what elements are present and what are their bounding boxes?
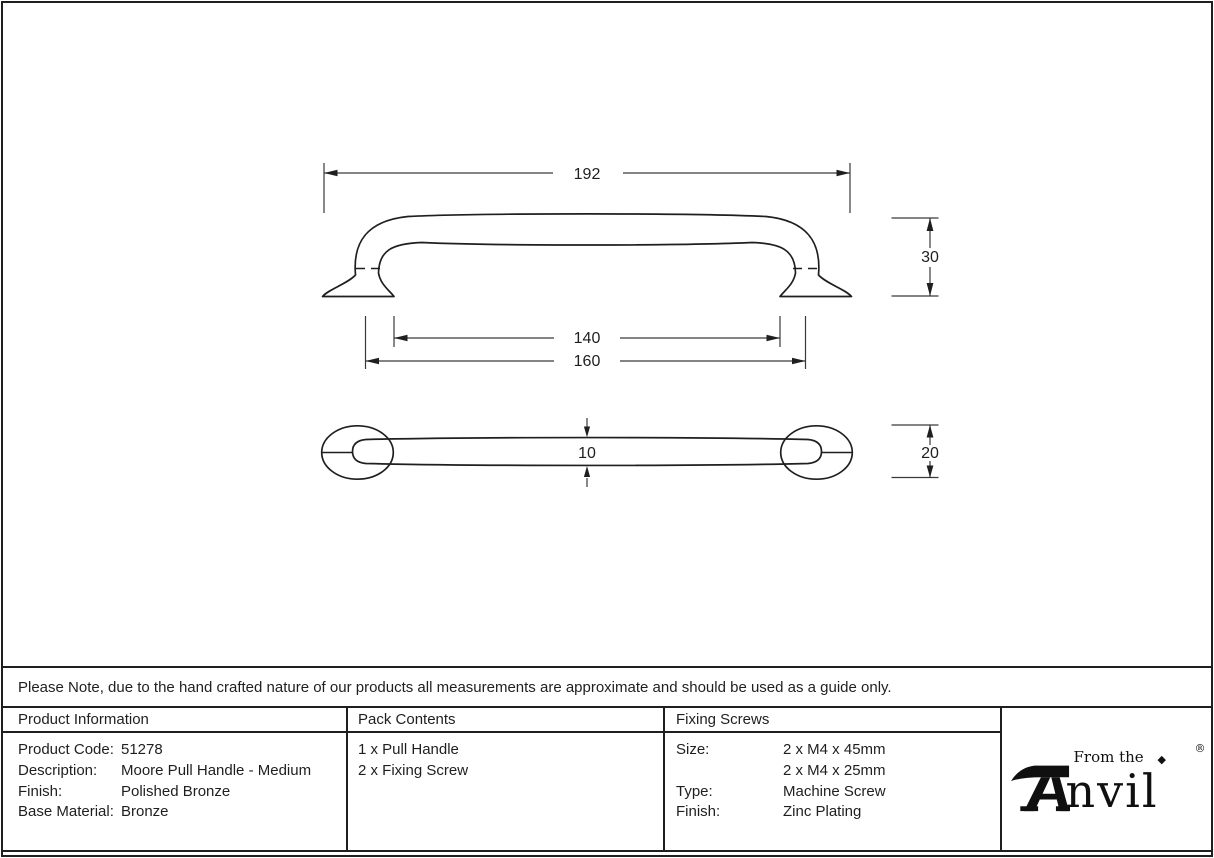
row-value: Moore Pull Handle - Medium <box>121 762 312 779</box>
row-value: Polished Bronze <box>121 783 231 800</box>
pack-contents-item: 2 x Fixing Screw <box>358 762 469 779</box>
row-label: Finish: <box>676 803 721 820</box>
diamond-icon: ◆ <box>1157 754 1166 766</box>
pull-handle-elevation-outline <box>323 214 852 297</box>
row-value: Machine Screw <box>783 783 886 800</box>
row-value: 2 x M4 x 25mm <box>783 762 886 779</box>
pack-contents-header: Pack Contents <box>358 711 456 728</box>
measurement-note-text: Please Note, due to the hand crafted nature of our products all measurements are approximate and should be used as a guide only. <box>18 678 892 696</box>
dimension-20 <box>892 425 940 478</box>
dimension-10 <box>578 418 596 487</box>
dim-140-label: 140 <box>573 330 601 347</box>
dim-10-label: 10 <box>578 445 596 462</box>
dimension-30 <box>892 218 940 296</box>
row-value: 51278 <box>121 741 163 758</box>
row-label: Description: <box>18 762 98 779</box>
row-label: Type: <box>676 783 713 800</box>
registered-trademark-icon: ® <box>1194 742 1206 755</box>
logo-tagline: From the <box>1073 748 1144 766</box>
dimension-192 <box>324 163 850 213</box>
measurement-note-strip <box>3 666 1211 708</box>
product-information-header: Product Information <box>18 711 149 728</box>
plan-view <box>322 418 939 487</box>
dim-192-label: 192 <box>573 166 601 183</box>
dim-160-label: 160 <box>573 353 601 370</box>
table-row <box>18 761 312 781</box>
row-value: 2 x M4 x 45mm <box>783 741 886 758</box>
table-row <box>676 802 862 822</box>
row-value: Zinc Plating <box>783 803 862 820</box>
row-label: Base Material: <box>18 803 114 820</box>
anvil-icon <box>1010 756 1070 814</box>
logo-wordmark: nvil <box>1065 764 1159 818</box>
column-divider-2 <box>663 708 665 850</box>
row-label: Product Code: <box>18 741 114 758</box>
table-row <box>18 740 163 760</box>
brand-logo-cell <box>1002 708 1211 850</box>
dim-20-label: 20 <box>921 445 939 462</box>
table-row <box>676 782 886 802</box>
table-row <box>676 740 886 760</box>
column-divider-1 <box>346 708 348 850</box>
pack-contents-item: 1 x Pull Handle <box>358 741 459 758</box>
fixing-screws-header: Fixing Screws <box>676 711 770 728</box>
from-the-anvil-logo <box>1008 738 1206 820</box>
row-label: Size: <box>676 741 710 758</box>
table-row <box>18 782 231 802</box>
dimension-140 <box>394 316 780 347</box>
front-elevation-view <box>323 163 940 370</box>
product-info-table <box>3 708 1211 852</box>
header-row-divider <box>3 731 1002 733</box>
row-value: Bronze <box>121 803 169 820</box>
dim-30-label: 30 <box>921 249 939 266</box>
row-label: Finish: <box>18 783 63 800</box>
table-row <box>18 802 169 822</box>
